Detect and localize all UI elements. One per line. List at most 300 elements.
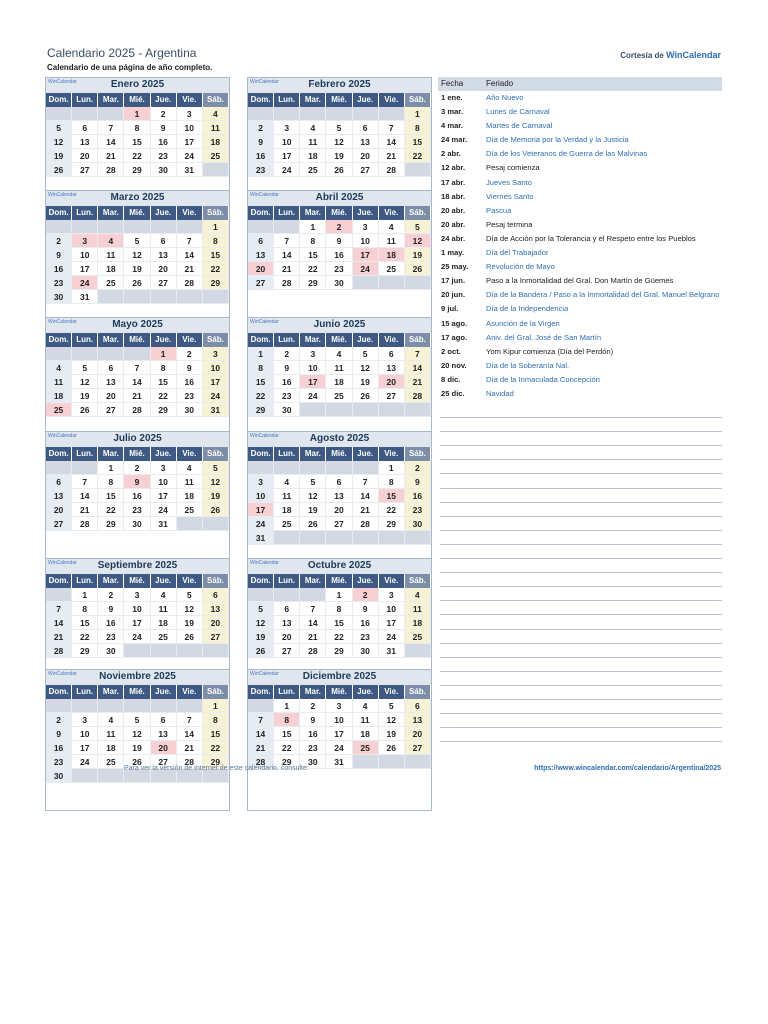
day-cell: 10 xyxy=(379,602,405,616)
holiday-name-link[interactable]: Día de la Bandera / Paso a la Inmortalidad del Gral. Manuel Belgrano xyxy=(486,290,720,300)
weekday-header: Mar. xyxy=(300,574,326,588)
note-line xyxy=(440,544,722,545)
weekday-header: Lun. xyxy=(274,685,300,699)
day-cell: 29 xyxy=(326,644,352,658)
weekday-header: Dom. xyxy=(248,447,274,461)
day-cell: 23 xyxy=(177,389,203,403)
weekday-header: Mié. xyxy=(124,93,150,107)
weekday-header: Sáb. xyxy=(405,574,431,588)
day-cell: 20 xyxy=(46,503,72,517)
day-cell: 9 xyxy=(300,713,326,727)
day-cell: 4 xyxy=(379,220,405,234)
day-cell: 24 xyxy=(72,755,98,769)
day-cell: 24 xyxy=(203,389,229,403)
wincalendar-mini-logo: WinCalendar xyxy=(48,79,77,85)
footer-url-link[interactable]: https://www.wincalendar.com/calendario/Argentina/2025 xyxy=(534,765,721,772)
day-cell: 10 xyxy=(72,727,98,741)
empty-day-cell xyxy=(274,107,300,121)
day-cell: 28 xyxy=(98,163,124,177)
day-cell: 24 xyxy=(177,149,203,163)
weekday-header: Dom. xyxy=(248,206,274,220)
day-cell: 15 xyxy=(300,248,326,262)
day-cell: 18 xyxy=(300,149,326,163)
weekday-header: Sáb. xyxy=(405,93,431,107)
note-line xyxy=(440,530,722,531)
day-cell: 26 xyxy=(203,503,229,517)
day-cell: 14 xyxy=(72,489,98,503)
weekday-header: Jue. xyxy=(353,574,379,588)
holiday-day-cell: 2 xyxy=(353,588,379,602)
day-cell: 15 xyxy=(326,616,352,630)
day-cell: 22 xyxy=(72,630,98,644)
courtesy-text xyxy=(620,50,721,60)
empty-day-cell xyxy=(151,220,177,234)
day-cell: 8 xyxy=(248,361,274,375)
day-cell: 22 xyxy=(379,503,405,517)
weekday-header: Mar. xyxy=(98,93,124,107)
weekday-header: Mié. xyxy=(124,574,150,588)
empty-day-cell xyxy=(248,699,274,713)
empty-day-cell xyxy=(72,107,98,121)
empty-day-cell xyxy=(326,403,352,417)
day-cell: 23 xyxy=(326,262,352,276)
day-cell: 23 xyxy=(124,503,150,517)
holiday-row xyxy=(438,133,722,147)
day-cell: 21 xyxy=(248,741,274,755)
empty-day-cell xyxy=(46,699,72,713)
holiday-date: 17 ago. xyxy=(441,332,468,342)
day-cell: 16 xyxy=(353,616,379,630)
empty-day-cell xyxy=(405,644,431,658)
month-grid xyxy=(46,447,229,531)
empty-day-cell xyxy=(177,644,203,658)
weekday-header: Vie. xyxy=(177,93,203,107)
weekday-header: Jue. xyxy=(151,685,177,699)
empty-day-cell xyxy=(326,461,352,475)
day-cell: 23 xyxy=(46,755,72,769)
empty-day-cell xyxy=(248,107,274,121)
day-cell: 21 xyxy=(274,262,300,276)
empty-day-cell xyxy=(72,769,98,783)
empty-day-cell xyxy=(274,588,300,602)
day-cell: 27 xyxy=(72,163,98,177)
weekday-header: Mié. xyxy=(124,206,150,220)
holiday-row xyxy=(438,176,722,190)
empty-day-cell xyxy=(124,347,150,361)
weekday-header: Lun. xyxy=(274,447,300,461)
month-calendar xyxy=(247,190,432,332)
day-cell: 4 xyxy=(405,588,431,602)
holiday-day-cell: 24 xyxy=(72,276,98,290)
weekday-header: Dom. xyxy=(46,93,72,107)
weekday-header: Mié. xyxy=(124,685,150,699)
month-header xyxy=(248,670,431,685)
day-cell: 7 xyxy=(379,121,405,135)
month-grid xyxy=(46,93,229,177)
day-cell: 27 xyxy=(98,403,124,417)
holiday-row xyxy=(438,288,722,302)
col-date-header: Fecha xyxy=(441,79,464,88)
holiday-day-cell: 2 xyxy=(326,220,352,234)
empty-day-cell xyxy=(248,461,274,475)
day-cell: 13 xyxy=(248,248,274,262)
holiday-row xyxy=(438,232,722,246)
holiday-date: 9 jul. xyxy=(441,304,459,314)
day-cell: 6 xyxy=(72,121,98,135)
day-cell: 6 xyxy=(274,602,300,616)
wincalendar-mini-logo: WinCalendar xyxy=(48,319,77,325)
day-cell: 20 xyxy=(72,149,98,163)
day-cell: 24 xyxy=(124,630,150,644)
empty-day-cell xyxy=(353,755,379,769)
day-cell: 21 xyxy=(124,389,150,403)
day-cell: 19 xyxy=(72,389,98,403)
day-cell: 4 xyxy=(274,475,300,489)
weekday-header: Vie. xyxy=(177,333,203,347)
day-cell: 2 xyxy=(46,713,72,727)
day-cell: 16 xyxy=(274,375,300,389)
empty-day-cell xyxy=(72,461,98,475)
empty-day-cell xyxy=(353,107,379,121)
holiday-name: Paso a la Inmortalidad del Gral. Don Martín de Güemes xyxy=(486,276,674,286)
holiday-name-link[interactable]: Aniv. del Gral. José de San Martín xyxy=(486,332,602,342)
empty-day-cell xyxy=(379,107,405,121)
weekday-header: Lun. xyxy=(72,685,98,699)
day-cell: 11 xyxy=(151,602,177,616)
day-cell: 25 xyxy=(203,149,229,163)
day-cell: 27 xyxy=(46,517,72,531)
day-cell: 16 xyxy=(248,149,274,163)
day-cell: 21 xyxy=(177,262,203,276)
day-cell: 18 xyxy=(405,616,431,630)
holiday-name-link[interactable]: Revolución de Mayo xyxy=(486,262,555,272)
empty-day-cell xyxy=(300,461,326,475)
holiday-name-link[interactable]: Día del Trabajador xyxy=(486,248,549,258)
col-name-header: Feriado xyxy=(486,79,514,88)
day-cell: 22 xyxy=(248,389,274,403)
month-header xyxy=(46,432,229,447)
month-header xyxy=(248,559,431,574)
day-cell: 29 xyxy=(151,403,177,417)
day-cell: 8 xyxy=(379,475,405,489)
note-line xyxy=(440,558,722,559)
empty-day-cell xyxy=(274,531,300,545)
empty-day-cell xyxy=(124,290,150,304)
weekday-header: Vie. xyxy=(379,93,405,107)
day-cell: 25 xyxy=(326,389,352,403)
empty-day-cell xyxy=(274,461,300,475)
weekday-header: Sáb. xyxy=(203,574,229,588)
month-grid xyxy=(248,93,431,177)
day-cell: 22 xyxy=(300,262,326,276)
holiday-row xyxy=(438,302,722,316)
holiday-row xyxy=(438,190,722,204)
note-line xyxy=(440,516,722,517)
empty-day-cell xyxy=(177,517,203,531)
day-cell: 13 xyxy=(98,375,124,389)
day-cell: 11 xyxy=(46,375,72,389)
day-cell: 10 xyxy=(124,602,150,616)
day-cell: 26 xyxy=(46,163,72,177)
note-line xyxy=(440,671,722,672)
month-name: Enero 2025 xyxy=(110,79,165,90)
wincalendar-mini-logo: WinCalendar xyxy=(250,192,279,198)
empty-day-cell xyxy=(353,276,379,290)
month-calendar xyxy=(45,431,230,573)
day-cell: 24 xyxy=(379,630,405,644)
weekday-header: Mié. xyxy=(326,333,352,347)
weekday-header: Mar. xyxy=(300,206,326,220)
day-cell: 9 xyxy=(405,475,431,489)
weekday-header: Mié. xyxy=(326,685,352,699)
day-cell: 12 xyxy=(300,489,326,503)
holiday-date: 17 abr. xyxy=(441,177,466,187)
holiday-name-link[interactable]: Viernes Santo xyxy=(486,191,534,201)
day-cell: 25 xyxy=(379,262,405,276)
month-header xyxy=(46,78,229,93)
day-cell: 9 xyxy=(248,135,274,149)
day-cell: 11 xyxy=(98,248,124,262)
day-cell: 11 xyxy=(98,727,124,741)
note-line xyxy=(440,643,722,644)
day-cell: 10 xyxy=(300,361,326,375)
note-line xyxy=(440,417,722,418)
holiday-name-link[interactable]: Día de la Soberanía Nal. xyxy=(486,360,570,370)
note-line xyxy=(440,502,722,503)
day-cell: 9 xyxy=(274,361,300,375)
day-cell: 1 xyxy=(203,699,229,713)
empty-day-cell xyxy=(300,403,326,417)
note-line xyxy=(440,685,722,686)
holidays-table xyxy=(438,77,722,401)
note-line xyxy=(440,445,722,446)
weekday-header: Jue. xyxy=(353,447,379,461)
day-cell: 4 xyxy=(353,699,379,713)
day-cell: 7 xyxy=(353,475,379,489)
holiday-name-link[interactable]: Asunción de la Virgen xyxy=(486,318,560,328)
day-cell: 4 xyxy=(151,588,177,602)
month-name: Marzo 2025 xyxy=(110,192,165,203)
day-cell: 15 xyxy=(203,248,229,262)
day-cell: 29 xyxy=(203,755,229,769)
empty-day-cell xyxy=(98,769,124,783)
empty-day-cell xyxy=(326,107,352,121)
day-cell: 18 xyxy=(274,503,300,517)
day-cell: 6 xyxy=(353,121,379,135)
day-cell: 13 xyxy=(151,248,177,262)
month-header xyxy=(248,432,431,447)
day-cell: 26 xyxy=(72,403,98,417)
day-cell: 5 xyxy=(46,121,72,135)
holiday-row xyxy=(438,246,722,260)
holiday-name-link[interactable]: Martes de Carnaval xyxy=(486,121,553,131)
day-cell: 11 xyxy=(326,361,352,375)
day-cell: 22 xyxy=(151,389,177,403)
day-cell: 17 xyxy=(326,727,352,741)
empty-day-cell xyxy=(405,276,431,290)
month-grid xyxy=(248,206,431,290)
day-cell: 10 xyxy=(72,248,98,262)
day-cell: 16 xyxy=(124,489,150,503)
weekday-header: Vie. xyxy=(177,574,203,588)
day-cell: 25 xyxy=(300,163,326,177)
day-cell: 26 xyxy=(124,755,150,769)
holidays-table-header xyxy=(438,77,722,91)
day-cell: 24 xyxy=(326,741,352,755)
holiday-day-cell: 20 xyxy=(248,262,274,276)
day-cell: 9 xyxy=(177,361,203,375)
day-cell: 27 xyxy=(326,517,352,531)
empty-day-cell xyxy=(177,220,203,234)
day-cell: 18 xyxy=(46,389,72,403)
day-cell: 16 xyxy=(151,135,177,149)
weekday-header: Jue. xyxy=(151,333,177,347)
day-cell: 4 xyxy=(177,461,203,475)
empty-day-cell xyxy=(72,347,98,361)
day-cell: 16 xyxy=(405,489,431,503)
weekday-header: Sáb. xyxy=(203,447,229,461)
holiday-name-link[interactable]: Pascua xyxy=(486,205,512,215)
day-cell: 18 xyxy=(98,741,124,755)
day-cell: 22 xyxy=(274,741,300,755)
day-cell: 23 xyxy=(300,741,326,755)
weekday-header: Dom. xyxy=(46,574,72,588)
day-cell: 11 xyxy=(379,234,405,248)
courtesy-prefix: Cortesía de xyxy=(620,51,667,60)
holiday-row xyxy=(438,387,722,401)
empty-day-cell xyxy=(405,163,431,177)
day-cell: 6 xyxy=(326,475,352,489)
day-cell: 17 xyxy=(203,375,229,389)
day-cell: 29 xyxy=(124,163,150,177)
day-cell: 1 xyxy=(72,588,98,602)
day-cell: 23 xyxy=(274,389,300,403)
day-cell: 1 xyxy=(274,699,300,713)
day-cell: 23 xyxy=(46,276,72,290)
day-cell: 18 xyxy=(326,375,352,389)
holiday-date: 20 abr. xyxy=(441,205,466,215)
holiday-day-cell: 9 xyxy=(124,475,150,489)
day-cell: 13 xyxy=(203,602,229,616)
day-cell: 12 xyxy=(177,602,203,616)
holiday-name-link[interactable]: Día de Memoria por la Verdad y la Justicia xyxy=(486,135,629,145)
weekday-header: Lun. xyxy=(72,447,98,461)
day-cell: 11 xyxy=(203,121,229,135)
day-cell: 9 xyxy=(98,602,124,616)
empty-day-cell xyxy=(98,699,124,713)
month-grid xyxy=(46,333,229,417)
day-cell: 17 xyxy=(124,616,150,630)
day-cell: 19 xyxy=(248,630,274,644)
holiday-name-link[interactable]: Año Nuevo xyxy=(486,93,524,102)
day-cell: 15 xyxy=(151,375,177,389)
holiday-name-link[interactable]: Jueves Santo xyxy=(486,177,533,187)
empty-day-cell xyxy=(46,347,72,361)
day-cell: 31 xyxy=(72,290,98,304)
weekday-header: Dom. xyxy=(46,447,72,461)
holiday-row xyxy=(438,345,722,359)
weekday-header: Lun. xyxy=(274,206,300,220)
day-cell: 17 xyxy=(274,149,300,163)
day-cell: 26 xyxy=(248,644,274,658)
day-cell: 8 xyxy=(203,713,229,727)
weekday-header: Mar. xyxy=(300,333,326,347)
empty-day-cell xyxy=(203,163,229,177)
weekday-header: Jue. xyxy=(151,574,177,588)
empty-day-cell xyxy=(98,220,124,234)
holiday-name-link[interactable]: Día de los Veteranos de Guerra de las Malvinas xyxy=(486,149,648,159)
empty-day-cell xyxy=(46,588,72,602)
day-cell: 5 xyxy=(300,475,326,489)
holiday-name-link[interactable]: Lunes de Carnaval xyxy=(486,107,550,117)
day-cell: 30 xyxy=(46,769,72,783)
day-cell: 30 xyxy=(177,403,203,417)
month-name: Abril 2025 xyxy=(315,192,364,203)
day-cell: 10 xyxy=(151,475,177,489)
day-cell: 19 xyxy=(177,616,203,630)
day-cell: 13 xyxy=(151,727,177,741)
day-cell: 21 xyxy=(405,375,431,389)
holiday-name-link[interactable]: Día de la Inmaculada Concepción xyxy=(486,374,600,384)
day-cell: 16 xyxy=(177,375,203,389)
weekday-header: Vie. xyxy=(379,574,405,588)
month-grid xyxy=(46,574,229,658)
month-header xyxy=(46,191,229,206)
note-line xyxy=(440,431,722,432)
day-cell: 25 xyxy=(98,276,124,290)
note-line xyxy=(440,586,722,587)
holiday-date: 20 jun. xyxy=(441,290,466,300)
day-cell: 9 xyxy=(353,602,379,616)
month-grid xyxy=(46,206,229,304)
wincalendar-link[interactable]: WinCalendar xyxy=(666,50,721,60)
holiday-date: 18 abr. xyxy=(441,191,466,201)
day-cell: 30 xyxy=(151,163,177,177)
day-cell: 2 xyxy=(124,461,150,475)
holiday-row xyxy=(438,204,722,218)
empty-day-cell xyxy=(72,220,98,234)
holiday-day-cell: 1 xyxy=(151,347,177,361)
day-cell: 17 xyxy=(72,741,98,755)
day-cell: 21 xyxy=(72,503,98,517)
empty-day-cell xyxy=(177,290,203,304)
day-cell: 6 xyxy=(405,699,431,713)
wincalendar-mini-logo: WinCalendar xyxy=(48,560,77,566)
day-cell: 21 xyxy=(300,630,326,644)
weekday-header: Mié. xyxy=(326,93,352,107)
note-line xyxy=(440,727,722,728)
weekday-header: Mié. xyxy=(124,447,150,461)
month-name: Mayo 2025 xyxy=(112,319,163,330)
day-cell: 27 xyxy=(379,389,405,403)
day-cell: 14 xyxy=(248,727,274,741)
day-cell: 2 xyxy=(300,699,326,713)
day-cell: 14 xyxy=(300,616,326,630)
holiday-date: 2 abr. xyxy=(441,149,461,159)
weekday-header: Lun. xyxy=(274,333,300,347)
day-cell: 18 xyxy=(177,489,203,503)
day-cell: 28 xyxy=(46,644,72,658)
holiday-name-link[interactable]: Día de la Independencia xyxy=(486,304,569,314)
month-name: Octubre 2025 xyxy=(307,560,372,571)
day-cell: 12 xyxy=(248,616,274,630)
holiday-name-link[interactable]: Navidad xyxy=(486,388,514,398)
holiday-date: 1 ene. xyxy=(441,93,463,102)
page-title: Calendario 2025 - Argentina xyxy=(47,46,197,60)
month-calendar xyxy=(45,669,230,811)
day-cell: 14 xyxy=(98,135,124,149)
weekday-header: Sáb. xyxy=(405,333,431,347)
